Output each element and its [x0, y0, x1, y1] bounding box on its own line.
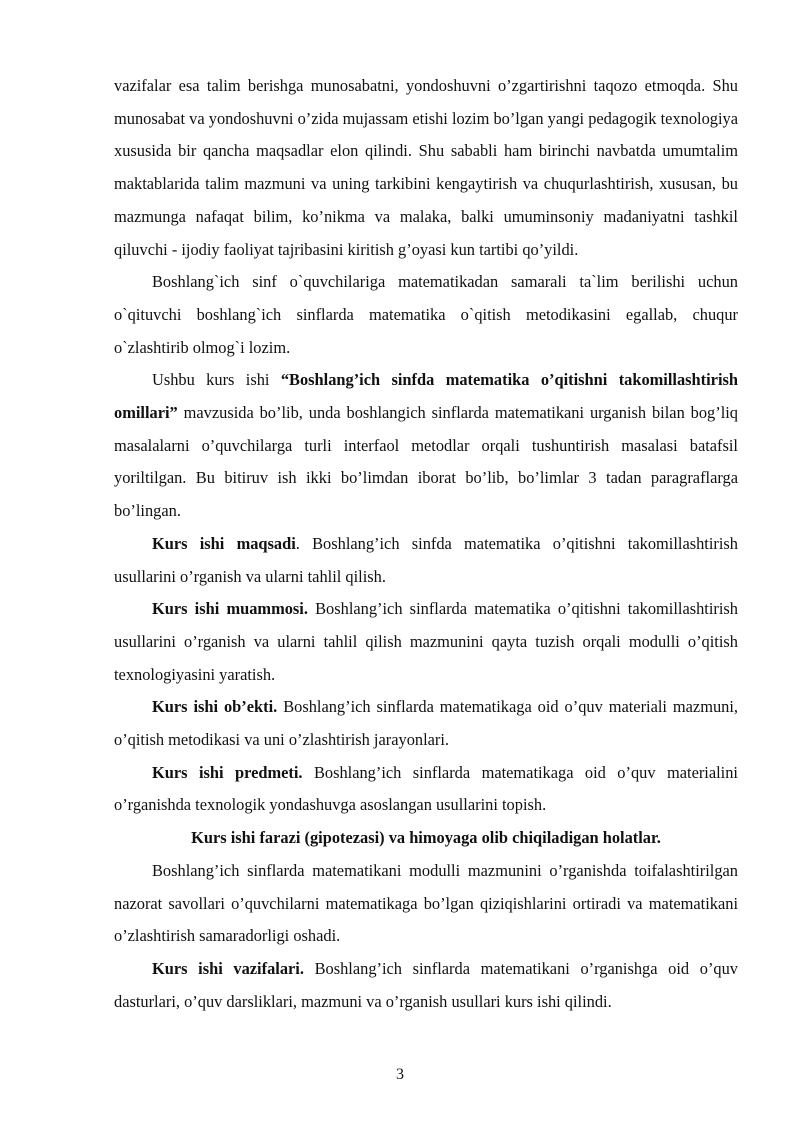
paragraph-object [114, 691, 738, 756]
paragraph-tasks [114, 953, 738, 1018]
object-text: Boshlang’ich sinflarda matematikaga oid o’quv materiali mazmuni, o’qitish metodikasi va uni o’zlashtirish jarayonlari. [114, 697, 738, 750]
paragraph-hypothesis: Boshlang’ich sinflarda matematikani modulli mazmunini o’rganishda toifalashtirilgan nazorat savollari o’quvchilarni matematikaga bo’lgan qiziqishlarini ortiradi va matematikani o’zlashtirish samaradorligi oshadi. [114, 860, 738, 946]
page-number: 3 [396, 1066, 404, 1083]
tasks-label: Kurs ishi vazifalari. [152, 958, 304, 978]
paragraph-goal [114, 528, 738, 593]
problem-text: Boshlang’ich sinflarda matematika o’qitishni takomillashtirish usullarini o’rganish va ularni tahlil qilish mazmunini qayta tuzish orqali modulli o’qitish texnologiyasini yaratish. [114, 599, 738, 684]
paragraph-topic [114, 364, 738, 528]
tasks-text: Boshlang’ich sinflarda matematikani o’rganishga oid o’quv dasturlari, o’quv darsliklari, mazmuni va o’rganish usullari kurs ishi qilindi. [114, 958, 738, 1011]
paragraph-subject [114, 757, 738, 822]
page-body [114, 70, 738, 1018]
paragraph-methodology: Boshlang`ich sinf o`quvchilariga matematikadan samarali ta`lim berilishi uchun o`qituvchi boshlang`ich sinflarda matematika o`qitish metodikasini egallab, chuqur o`zlashtirib olmog`i lozim. [114, 272, 738, 357]
paragraph-problem [114, 593, 738, 691]
paragraph-intro-continuation: vazifalar esa talim berishga munosabatni, yondoshuvni o’zgartirishni taqozo etmoqda. Shu munosabat va yondoshuvni o’zida mujassam etishi lozim bo’lgan yangi pedagogik texnologiya xususida bir qancha maqsadlar elon qilindi. Shu sababli ham birinchi navbatda umumtalim maktablarida talim mazmuni va uning tarkibini kengaytirish va chuqurlashtirish, xususan, bu mazmunga nafaqat bilim, ko’nikma va malaka, balki umuminsoniy madaniyatni tashkil qiluvchi - ijodiy faoliyat tajribasini kiritish g’oyasi kun tartibi qo’yildi. [114, 76, 738, 259]
subject-text: Boshlang’ich sinflarda matematikaga oid o’quv materialini o’rganishda texnologik yondashuvga asoslangan usullarini topish. [114, 762, 738, 815]
subject-label: Kurs ishi predmeti. [152, 762, 303, 782]
problem-label: Kurs ishi muammosi. [152, 599, 308, 619]
section-heading-hypothesis: Kurs ishi farazi (gipotezasi) va himoyaga olib chiqiladigan holatlar. [191, 828, 661, 848]
goal-text: . Boshlang’ich sinfda matematika o’qitishni takomillashtirish usullarini o’rganish va ularni tahlil qilish. [114, 533, 738, 586]
topic-lead-text: Ushbu kurs ishi [152, 370, 281, 390]
topic-description: mavzusida bo’lib, unda boshlangich sinflarda matematikani urganish bilan bog’liq masalalarni o’quvchilarga turli interfaol metodlar orqali tushuntirish masalasi batafsil yoriltilgan. Bu bitiruv ish ikki bo’limdan iborat bo’lib, bo’limlar 3 tadan paragraflarga bo’lingan. [114, 403, 738, 521]
object-label: Kurs ishi ob’ekti. [152, 697, 278, 717]
topic-title: “Boshlang’ich sinfda matematika o’qitishni takomillashtirish omillari” [114, 370, 738, 423]
goal-label: Kurs ishi maqsadi [152, 533, 296, 553]
